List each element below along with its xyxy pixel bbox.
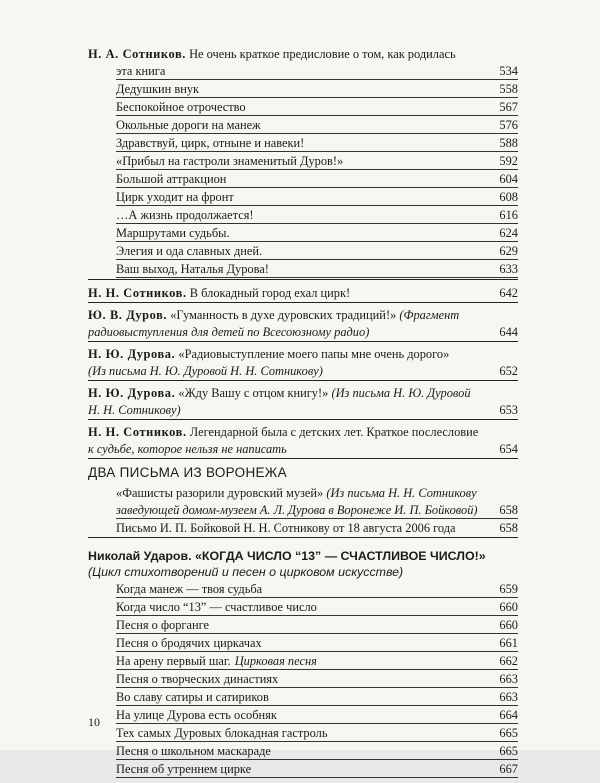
toc-item-text: Дедушкин внук	[116, 82, 200, 96]
toc-title: «Фашисты разорили дуровский музей»	[116, 486, 324, 500]
toc-page: 604	[499, 172, 518, 186]
toc-item-text: Когда число “13” — счастливое число	[116, 600, 317, 614]
toc-row	[116, 519, 518, 536]
toc-item-title	[116, 707, 490, 723]
toc-row	[116, 724, 518, 742]
toc-item-title	[116, 671, 490, 687]
toc-row	[88, 323, 518, 340]
toc-item-text: Ваш выход, Наталья Дурова!	[116, 262, 269, 276]
toc-heading-line	[88, 548, 518, 564]
toc-item-text: На арену первый шаг.	[116, 654, 231, 668]
toc-page: 642	[499, 286, 518, 300]
toc-page: 661	[499, 636, 518, 650]
toc-page: 652	[499, 364, 518, 378]
toc-item-text: Тех самых Дуровых блокадная гастроль	[116, 726, 328, 740]
toc-block-sotnikov-intro	[88, 46, 518, 280]
toc-item-title	[116, 135, 490, 151]
toc-item-text: Песня о школьном маскараде	[116, 744, 271, 758]
toc-author: Н. Н. Сотников.	[88, 425, 187, 439]
toc-row	[88, 362, 518, 379]
toc-page: 662	[499, 654, 518, 668]
section-heading: ДВА ПИСЬМА ИЗ ВОРОНЕЖА	[88, 465, 287, 480]
toc-author: Н. Ю. Дурова.	[88, 386, 176, 400]
toc-item-text: На улице Дурова есть особняк	[116, 708, 277, 722]
toc-page: 667	[499, 762, 518, 776]
toc-item-text: Песня о творческих династиях	[116, 672, 279, 686]
toc-item-text: эта книга	[116, 64, 166, 78]
toc-row	[116, 224, 518, 242]
toc-row	[116, 670, 518, 688]
toc-item-title	[116, 153, 490, 169]
toc-item-text: Здравствуй, цирк, отныне и навеки!	[116, 136, 305, 150]
toc-title: «КОГДА ЧИСЛО “13” — СЧАСТЛИВОЕ ЧИСЛО!»	[195, 549, 486, 563]
toc-page: 663	[499, 690, 518, 704]
toc-row	[116, 134, 518, 152]
toc-item-title	[116, 261, 490, 277]
toc-page: 592	[499, 154, 518, 168]
toc-heading-line	[88, 46, 518, 62]
toc-page: 644	[499, 325, 518, 339]
toc-row	[116, 501, 518, 519]
toc-subitems	[88, 580, 518, 778]
toc-page: 534	[499, 64, 518, 78]
toc-page: 567	[499, 100, 518, 114]
toc-item-text: Во славу сатиры и сатириков	[116, 690, 269, 704]
toc-title: Легендарной была с детских лет. Краткое послесловие	[189, 425, 479, 439]
toc-line	[88, 346, 518, 362]
toc-page: 616	[499, 208, 518, 222]
toc-page: 659	[499, 582, 518, 596]
toc-item-text: Беспокойное отрочество	[116, 100, 246, 114]
toc-author: Николай Ударов.	[88, 549, 192, 563]
toc-item-title	[116, 243, 490, 259]
toc-row	[116, 188, 518, 206]
toc-item-text: Песня об утреннем цирке	[116, 762, 252, 776]
page-number: 10	[88, 715, 100, 729]
toc-row	[116, 206, 518, 224]
table-of-contents	[88, 46, 518, 783]
toc-title: В блокадный город ехал цирк!	[189, 286, 351, 300]
toc-entry	[88, 485, 518, 538]
toc-row	[116, 170, 518, 188]
toc-row	[88, 440, 518, 457]
toc-item-text: Большой аттракцион	[116, 172, 227, 186]
toc-title-cont: Н. Н. Сотникову)	[88, 403, 181, 417]
toc-title-cont: к судьбе, которое нельзя не написать	[88, 442, 287, 456]
toc-page: 608	[499, 190, 518, 204]
toc-item-text: …А жизнь продолжается!	[116, 208, 254, 222]
toc-note: (Фрагмент	[399, 308, 460, 322]
toc-page: 558	[499, 82, 518, 96]
toc-line	[116, 485, 518, 501]
toc-note: (Из письма Н. Ю. Дуровой	[331, 386, 471, 400]
toc-item-title	[116, 761, 490, 777]
toc-item-note: Цирковая песня	[234, 654, 317, 668]
toc-page: 665	[499, 726, 518, 740]
toc-item-text: Песня о бродячих циркачах	[116, 636, 262, 650]
toc-page: 658	[499, 521, 518, 535]
toc-entry	[88, 424, 518, 459]
toc-row	[116, 80, 518, 98]
toc-item-title	[116, 171, 490, 187]
toc-author: Ю. В. Дуров.	[88, 308, 168, 322]
toc-row	[116, 742, 518, 760]
toc-item-title	[116, 189, 490, 205]
toc-page: 663	[499, 672, 518, 686]
toc-item-title	[116, 635, 490, 651]
toc-title: «Радиовыступление моего папы мне очень дорого»	[178, 347, 450, 361]
toc-page: 658	[499, 503, 518, 517]
toc-row	[116, 706, 518, 724]
toc-entry	[88, 307, 518, 342]
toc-subtitle: (Цикл стихотворений и песен о цирковом искусстве)	[88, 565, 404, 579]
toc-author: Н. А. Сотников.	[88, 47, 186, 61]
toc-row	[116, 116, 518, 134]
toc-item-text: Песня о форганге	[116, 618, 210, 632]
toc-title: Письмо И. П. Бойковой Н. Н. Сотникову от 18 августа 2006 года	[116, 521, 456, 535]
toc-line	[88, 307, 518, 323]
toc-title-cont: радиовыступления для детей по Всесоюзному радио)	[88, 325, 370, 339]
toc-title: «Жду Вашу с отцом книгу!»	[178, 386, 329, 400]
toc-page: 664	[499, 708, 518, 722]
toc-row	[116, 242, 518, 260]
toc-page: 660	[499, 618, 518, 632]
toc-item-title	[116, 725, 490, 741]
toc-item-text: Маршрутами судьбы.	[116, 226, 230, 240]
toc-block-udarov	[88, 548, 518, 779]
toc-item-title	[116, 225, 490, 241]
toc-item-title	[116, 653, 490, 669]
toc-item-title	[116, 81, 490, 97]
toc-entry	[88, 346, 518, 381]
toc-subitems	[88, 62, 518, 278]
toc-row	[116, 260, 518, 278]
toc-item-text: Окольные дороги на манеж	[116, 118, 261, 132]
toc-row	[116, 634, 518, 652]
toc-page: 624	[499, 226, 518, 240]
toc-author: Н. Н. Сотников.	[88, 286, 187, 300]
toc-item-title	[116, 743, 490, 759]
toc-page: 633	[499, 262, 518, 276]
toc-row	[116, 598, 518, 616]
toc-page: 660	[499, 600, 518, 614]
toc-item-title	[116, 99, 490, 115]
toc-title-cont: (Из письма Н. Ю. Дуровой Н. Н. Сотникову)	[88, 364, 323, 378]
toc-row	[88, 401, 518, 418]
toc-row	[116, 652, 518, 670]
toc-item-text: «Прибыл на гастроли знаменитый Дуров!»	[116, 154, 344, 168]
toc-row	[116, 580, 518, 598]
toc-item-title	[116, 63, 490, 79]
toc-row	[116, 616, 518, 634]
toc-entry	[88, 284, 518, 303]
toc-note: (Из письма Н. Н. Сотникову	[326, 486, 477, 500]
toc-item-title	[116, 599, 490, 615]
toc-row	[116, 688, 518, 706]
toc-item-text: Элегия и ода славных дней.	[116, 244, 263, 258]
toc-row	[116, 152, 518, 170]
toc-row	[116, 98, 518, 116]
toc-line	[88, 385, 518, 401]
toc-page: 588	[499, 136, 518, 150]
toc-row	[116, 760, 518, 778]
toc-page: 665	[499, 744, 518, 758]
toc-item-title	[116, 117, 490, 133]
toc-line	[88, 424, 518, 440]
toc-page: 654	[499, 442, 518, 456]
toc-page: 576	[499, 118, 518, 132]
toc-title: «Гуманность в духе дуровских традиций!»	[170, 308, 397, 322]
toc-title-cont: заведующей домом-музеем А. Л. Дурова в Воронеже И. П. Бойковой)	[116, 503, 478, 517]
toc-item-title	[116, 689, 490, 705]
toc-page: 629	[499, 244, 518, 258]
toc-title: Не очень краткое предисловие о том, как родилась	[189, 47, 456, 61]
toc-row	[88, 284, 518, 301]
toc-author: Н. Ю. Дурова.	[88, 347, 176, 361]
toc-page: 653	[499, 403, 518, 417]
toc-entry	[88, 385, 518, 420]
toc-item-title	[116, 581, 490, 597]
toc-item-text: Цирк уходит на фронт	[116, 190, 234, 204]
toc-item-text: Когда манеж — твоя судьба	[116, 582, 263, 596]
toc-item-title	[116, 617, 490, 633]
toc-row	[116, 62, 518, 80]
toc-item-title	[116, 207, 490, 223]
